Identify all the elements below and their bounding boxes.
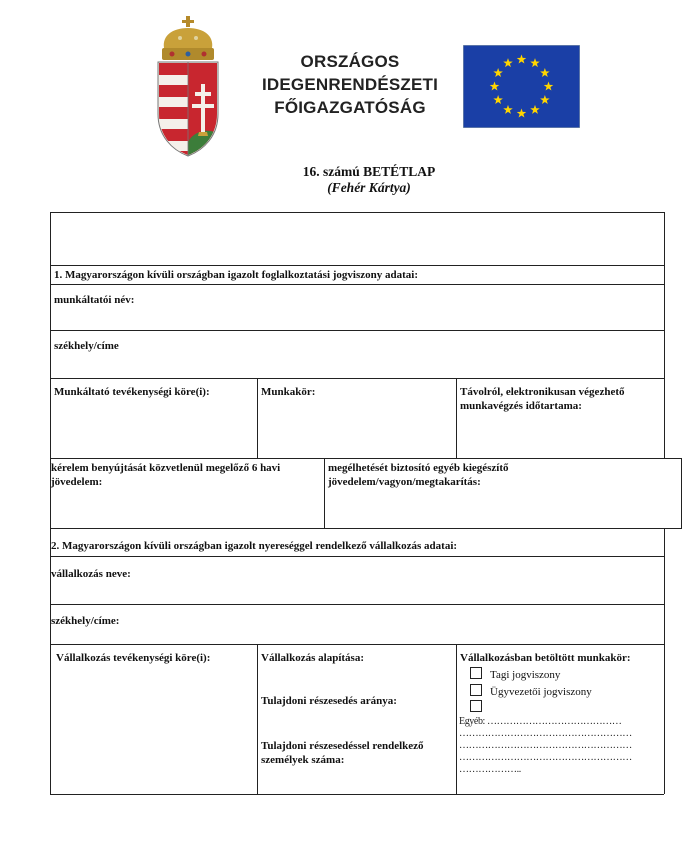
job-label: Munkakör:	[261, 386, 316, 398]
holy-crown-icon	[162, 16, 214, 60]
employer-address-label: székhely/címe	[54, 340, 119, 352]
option-label: Ügyvezetői jogviszony	[490, 686, 592, 698]
manager-relationship-checkbox[interactable]	[470, 684, 482, 696]
employer-activity-label: Munkáltató tevékenységi köre(i):	[54, 386, 210, 398]
supplementary-income-label: megélhetését biztosító egyéb kiegészítő jövedelem/vagyon/megtakarítás:	[328, 462, 509, 488]
business-activity-label: Vállalkozás tevékenységi köre(i):	[56, 652, 211, 664]
option-other[interactable]	[470, 700, 490, 715]
section-1-heading: 1. Magyarországon kívüli országban igazolt foglalkoztatási jogviszony adatai:	[54, 269, 419, 281]
other-relationship-checkbox[interactable]	[470, 700, 482, 712]
business-position-label: Vállalkozásban betöltött munkakör:	[460, 652, 631, 664]
other-dots-line: ………………………………………………	[459, 752, 632, 763]
other-dots-line: ………………………………………………	[459, 740, 632, 751]
business-address-label: székhely/címe:	[51, 615, 120, 627]
ownership-share-label: Tulajdoni részesedés aránya:	[261, 695, 397, 707]
other-dots-line: ……………………………………	[487, 716, 622, 727]
agency-name	[252, 50, 448, 119]
business-name-label: vállalkozás neve:	[51, 568, 131, 580]
option-label: Tagi jogviszony	[490, 669, 561, 681]
section-2-heading: 2. Magyarországon kívüli országban igazolt nyereséggel rendelkező vállalkozás adatai:	[51, 540, 458, 552]
eu-flag-icon	[463, 45, 580, 128]
form-subtitle: (Fehér Kártya)	[327, 180, 411, 195]
other-dots-line: ………………………………………………	[459, 728, 632, 739]
form-title: 16. számú BETÉTLAP	[302, 164, 436, 179]
agency-name-line-2: IDEGENRENDÉSZETI	[261, 75, 439, 94]
member-relationship-checkbox[interactable]	[470, 667, 482, 679]
employer-name-label: munkáltatói név:	[54, 294, 135, 306]
owners-count-label: Tulajdoni részesedéssel rendelkező személyek száma:	[261, 740, 424, 766]
other-label: Egyéb:	[459, 716, 485, 727]
income-label: kérelem benyújtását közvetlenül megelőző 6 havi jövedelem:	[51, 462, 281, 488]
option-member-relationship[interactable]	[470, 667, 560, 682]
option-manager-relationship[interactable]	[470, 684, 592, 699]
hungarian-coat-of-arms-icon	[150, 14, 226, 158]
other-dots-line: ………………..	[459, 764, 521, 775]
other-entry[interactable]	[459, 716, 663, 776]
agency-name-line-1: ORSZÁGOS	[300, 52, 400, 71]
remote-work-label: Távolról, elektronikusan végezhető munkavégzés időtartama:	[460, 386, 625, 412]
business-founding-label: Vállalkozás alapítása:	[261, 652, 364, 664]
agency-name-line-3: FŐIGAZGATÓSÁG	[274, 98, 426, 117]
